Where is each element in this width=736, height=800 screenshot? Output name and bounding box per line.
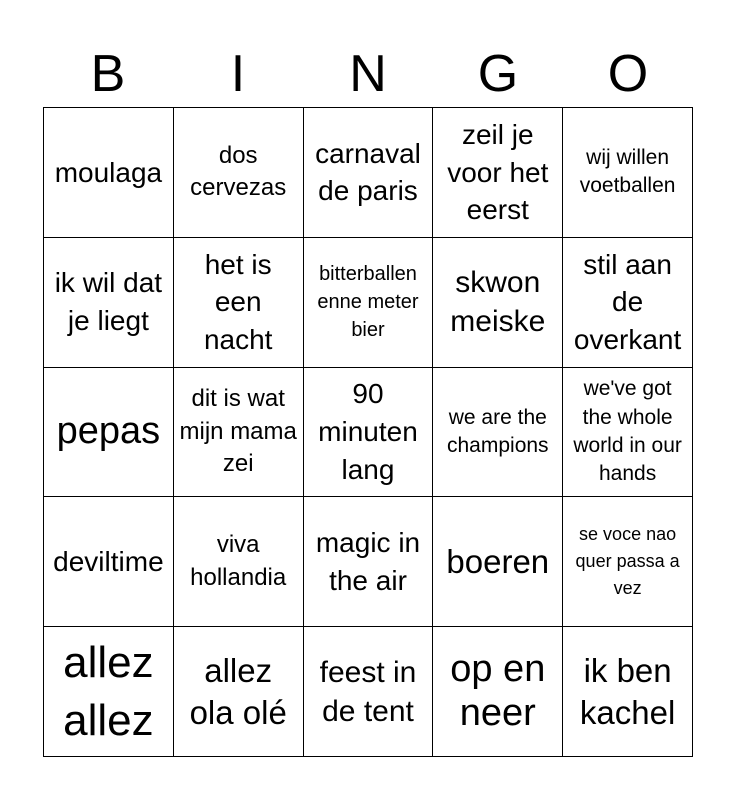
- bingo-cell-text: magic in the air: [315, 526, 421, 596]
- bingo-cell-text: we are the champions: [447, 405, 549, 457]
- bingo-cell-r1c1[interactable]: [44, 108, 174, 238]
- bingo-cell-text: pepas: [56, 410, 161, 453]
- bingo-cell-text: viva hollandia: [190, 531, 287, 591]
- bingo-cell-text: dos cervezas: [190, 142, 287, 202]
- header-letter-n: N: [349, 45, 387, 103]
- bingo-cell-r2c2[interactable]: [174, 238, 304, 368]
- bingo-cell-r5c1[interactable]: [44, 627, 174, 757]
- bingo-cell-r4c4[interactable]: [433, 497, 563, 627]
- bingo-cell-text: 90 minuten lang: [318, 378, 418, 485]
- bingo-cell-text: we've got the whole world in our hands: [573, 377, 682, 486]
- bingo-cell-r4c1[interactable]: [44, 497, 174, 627]
- bingo-cell-r3c5[interactable]: [563, 368, 693, 498]
- bingo-cell-text: het is een nacht: [203, 248, 273, 356]
- bingo-cell-r5c2[interactable]: [174, 627, 304, 757]
- bingo-cell-r5c3[interactable]: [304, 627, 434, 757]
- bingo-cell-r4c2[interactable]: [174, 497, 304, 627]
- bingo-cell-text: dit is wat mijn mama zei: [179, 385, 297, 478]
- bingo-cell-text: feest in de tent: [319, 655, 417, 728]
- bingo-cell-r2c3[interactable]: [304, 238, 434, 368]
- bingo-cell-r3c4[interactable]: [433, 368, 563, 498]
- bingo-cell-r5c4[interactable]: [433, 627, 563, 757]
- header-letter-b: B: [90, 45, 126, 103]
- bingo-cell-text: boeren: [446, 543, 550, 581]
- bingo-cell-text: deviltime: [53, 545, 164, 577]
- bingo-cell-r2c5[interactable]: [563, 238, 693, 368]
- bingo-cell-text: moulaga: [54, 156, 163, 188]
- bingo-cell-text: se voce nao quer passa a vez: [575, 524, 680, 599]
- bingo-cell-text: skwon meiske: [450, 266, 546, 339]
- bingo-cell-text: ik ben kachel: [579, 652, 676, 731]
- bingo-cell-r1c5[interactable]: [563, 108, 693, 238]
- bingo-cell-text: bitterballen enne meter bier: [317, 263, 419, 342]
- header-letter-g: G: [477, 45, 519, 103]
- bingo-cell-r5c5[interactable]: [563, 627, 693, 757]
- bingo-cell-text: op en neer: [450, 647, 546, 734]
- bingo-cell-text: zeil je voor het eerst: [447, 118, 549, 226]
- bingo-cell-r2c1[interactable]: [44, 238, 174, 368]
- bingo-header: [43, 40, 693, 108]
- bingo-cell-r4c3[interactable]: [304, 497, 434, 627]
- bingo-cell-r3c2[interactable]: [174, 368, 304, 498]
- bingo-cell-text: allez allez: [63, 638, 154, 745]
- header-letter-o: O: [607, 45, 649, 103]
- header-letter-i: I: [230, 45, 246, 103]
- bingo-cell-text: wij willen voetballen: [579, 146, 676, 198]
- bingo-cell-r1c3[interactable]: [304, 108, 434, 238]
- bingo-cell-text: ik wil dat je liegt: [54, 267, 163, 337]
- bingo-cell-text: stil aan de overkant: [573, 248, 682, 356]
- bingo-cell-r2c4[interactable]: [433, 238, 563, 368]
- bingo-cell-r4c5[interactable]: [563, 497, 693, 627]
- bingo-cell-r3c3[interactable]: [304, 368, 434, 498]
- bingo-cell-text: allez ola olé: [189, 652, 287, 731]
- bingo-board: [43, 107, 693, 757]
- bingo-cell-r1c2[interactable]: [174, 108, 304, 238]
- bingo-cell-r1c4[interactable]: [433, 108, 563, 238]
- bingo-cell-text: carnaval de paris: [315, 137, 421, 207]
- bingo-cell-r3c1[interactable]: [44, 368, 174, 498]
